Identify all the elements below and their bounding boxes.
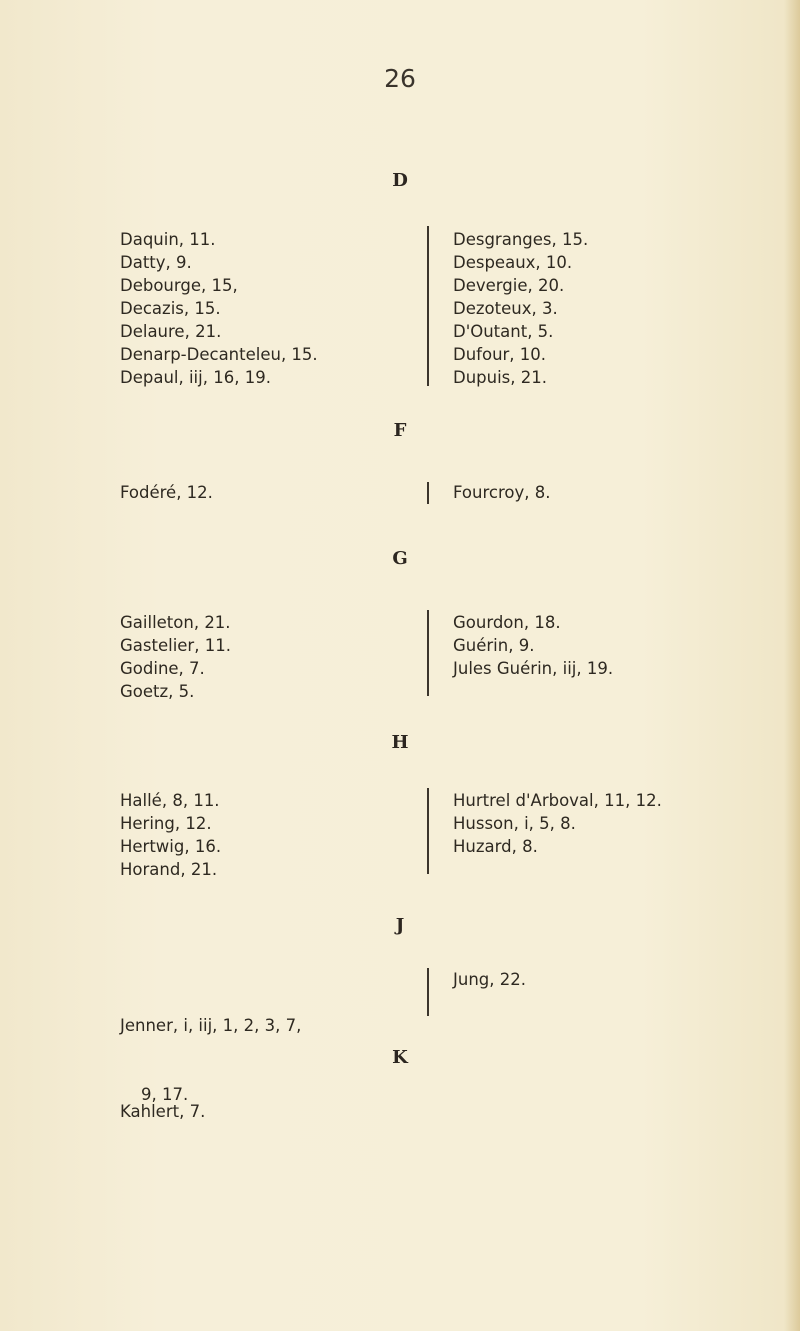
index-entry: Fourcroy, 8. (453, 483, 551, 502)
section-letter-f: F (393, 420, 407, 441)
index-entry: Despeaux, 10. (453, 253, 573, 272)
page-edge (784, 0, 800, 1331)
section-h-left-column (120, 789, 221, 881)
index-entry: Hertwig, 16. (120, 837, 222, 856)
section-letter-j: J (395, 915, 405, 936)
index-entry: Gourdon, 18. (453, 613, 561, 632)
page-number: 26 (384, 64, 416, 93)
section-k-left-column (120, 1100, 205, 1123)
index-entry: Jung, 22. (453, 970, 526, 989)
index-entry: Dupuis, 21. (453, 368, 548, 387)
section-letter-h: H (391, 732, 409, 753)
section-letter-d: D (392, 170, 408, 191)
column-divider (427, 788, 429, 874)
index-entry: Kahlert, 7. (120, 1102, 206, 1121)
index-entry: Horand, 21. (120, 860, 218, 879)
index-entry: Guérin, 9. (453, 636, 535, 655)
index-entry: Fodéré, 12. (120, 483, 213, 502)
index-entry: Jenner, i, iij, 1, 2, 3, 7, (120, 1016, 302, 1035)
index-entry: Debourge, 15, (120, 276, 238, 295)
index-entry: Godine, 7. (120, 659, 205, 678)
index-entry: Devergie, 20. (453, 276, 565, 295)
index-entry: 9, 17. (120, 1085, 189, 1104)
section-h-right-column (453, 789, 662, 858)
index-entry: Husson, i, 5, 8. (453, 814, 576, 833)
index-entry: Hering, 12. (120, 814, 212, 833)
section-d-left-column (120, 228, 318, 389)
index-entry: Hurtrel d'Arboval, 11, 12. (453, 791, 662, 810)
section-letter-k: K (392, 1047, 408, 1068)
section-f-right-column (453, 481, 550, 504)
section-g-left-column (120, 611, 231, 703)
index-entry: Huzard, 8. (453, 837, 538, 856)
index-entry: Hallé, 8, 11. (120, 791, 220, 810)
section-f-left-column (120, 481, 213, 504)
section-j-left-column (120, 968, 301, 1152)
column-divider (427, 968, 429, 1016)
column-divider (427, 610, 429, 696)
index-entry: Dezoteux, 3. (453, 299, 558, 318)
index-entry: Gastelier, 11. (120, 636, 231, 655)
index-entry: Dufour, 10. (453, 345, 547, 364)
column-divider (427, 226, 429, 386)
section-g-right-column (453, 611, 613, 680)
section-j-right-column (453, 968, 526, 991)
index-entry: Delaure, 21. (120, 322, 222, 341)
index-entry: Depaul, iij, 16, 19. (120, 368, 271, 387)
index-entry: Denarp-Decanteleu, 15. (120, 345, 318, 364)
index-entry: Desgranges, 15. (453, 230, 589, 249)
index-entry: D'Outant, 5. (453, 322, 554, 341)
section-letter-g: G (392, 548, 408, 569)
index-entry: Datty, 9. (120, 253, 192, 272)
index-entry: Decazis, 15. (120, 299, 221, 318)
index-entry: Gailleton, 21. (120, 613, 231, 632)
index-entry: Goetz, 5. (120, 682, 195, 701)
index-entry: Daquin, 11. (120, 230, 216, 249)
index-entry: Jules Guérin, iij, 19. (453, 659, 614, 678)
column-divider (427, 482, 429, 504)
section-d-right-column (453, 228, 588, 389)
